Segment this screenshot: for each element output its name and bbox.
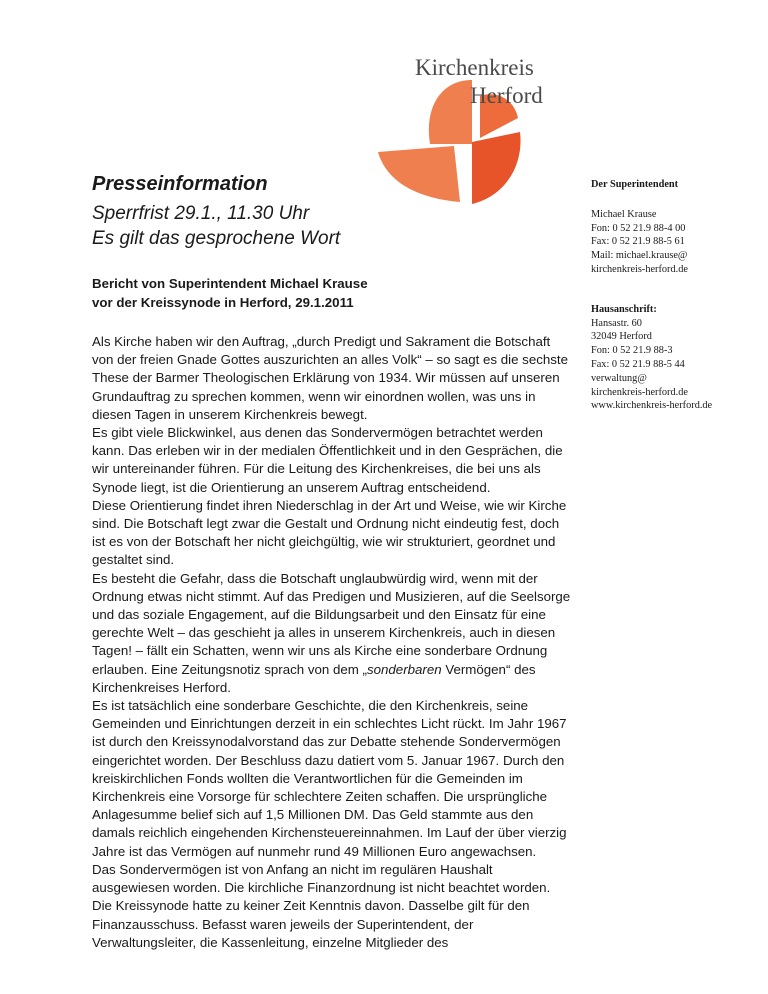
logo-segment-upper-left <box>429 80 472 144</box>
sidebar-role: Der Superintendent <box>591 179 679 190</box>
postal-address <box>591 303 761 413</box>
website-link[interactable]: www.kirchenkreis-herford.de <box>591 400 713 412</box>
address-fax: Fax: 0 52 21.9 88-5 44 <box>591 358 685 370</box>
embargo-line-1: Sperrfrist 29.1., 11.30 Uhr <box>92 203 310 224</box>
contact-mail-line-1[interactable]: Mail: michael.krause@ <box>591 250 688 262</box>
address-street: Hansastr. 60 <box>591 317 642 329</box>
press-title: Presseinformation <box>92 173 268 195</box>
logo-text-line1: Kirchenkreis <box>415 55 534 80</box>
contact-mail-line-2[interactable]: kirchenkreis-herford.de <box>591 263 688 275</box>
report-heading-line-2: vor der Kreissynode in Herford, 29.1.2011 <box>92 295 354 310</box>
contact-fax: Fax: 0 52 21.9 88-5 61 <box>591 236 685 248</box>
address-label: Hausanschrift: <box>591 303 657 315</box>
paragraph-4-emphasis: sonderbaren <box>366 661 442 677</box>
embargo-line-2: Es gilt das gesprochene Wort <box>92 228 341 249</box>
superintendent-contact <box>591 208 761 277</box>
address-phone: Fon: 0 52 21.9 88-3 <box>591 345 673 357</box>
contact-phone: Fon: 0 52 21.9 88-4 00 <box>591 222 686 234</box>
report-body <box>92 333 572 952</box>
contact-name: Michael Krause <box>591 208 657 220</box>
paragraph-6: Das Sondervermögen ist von Anfang an nicht im regulären Haushalt ausgewiesen worden. Die kirchliche Finanzordnung ist nicht beachtet worden. Die Kreissynode hatte zu keiner Zeit Kenntnis davon. Dasselbe gilt für den Finanzausschuss. Befasst waren jeweils der Superintendent, der Verwaltungsleiter, die Kassenleitung, einzelne Mitglieder des <box>92 861 551 950</box>
paragraph-1: Als Kirche haben wir den Auftrag, „durch Predigt und Sakrament die Botschaft von der freien Gnade Gottes auszurichten an alles Volk“ – so sagt es die sechste These der Barmer Theologischen Erklärung von 1934. Wir müssen auf unseren Grundauftrag zu sprechen kommen, wenn wir einordnen wollen, was uns in diesen Tagen in unserem Kirchenkreis bewegt. <box>92 334 569 422</box>
address-email-line-1[interactable]: verwaltung@ <box>591 372 647 384</box>
report-heading-line-1: Bericht von Superintendent Michael Krause <box>92 276 368 291</box>
address-email-line-2[interactable]: kirchenkreis-herford.de <box>591 386 688 398</box>
paragraph-5: Es ist tatsächlich eine sonderbare Geschichte, die den Kirchenkreis, seine Gemeinden und Einrichtungen derzeit in ein schlechtes Licht rückt. Im Jahr 1967 ist durch den Kreissynodalvorstand das zur Debatte stehende Sondervermögen eingerichtet worden. Der Beschluss dazu datiert vom 5. Januar 1967. Durch den kreiskirchlichen Fonds wollten die Verantwortlichen für die Gemeinden im Kirchenkreis eine Vorsorge für schlechtere Zeiten schaffen. Die ursprüngliche Anlagesumme belief sich auf 1,5 Millionen DM. Das Geld stammte aus den damals reichlich eingehenden Kirchensteuereinnahmen. Im Lauf der über vierzig Jahre ist das Vermögen auf nunmehr rund 49 Millionen Euro angewachsen. <box>92 698 567 859</box>
paragraph-4 <box>92 570 572 697</box>
paragraph-4-text-b: Vermögen“ des Kirchenkreises Herford. <box>92 661 536 695</box>
logo-text-line2: Herford <box>470 83 543 108</box>
embargo-notice <box>92 201 572 251</box>
main-content <box>92 172 572 952</box>
paragraph-2: Es gibt viele Blickwinkel, aus denen das Sondervermögen betrachtet werden kann. Das erleben wir in der medialen Öffentlichkeit und in den Gesprächen, die wir untereinander führen. Für die Leitung des Kirchenkreises, die bei uns als Synode liegt, ist die Orientierung an unserem Auftrag entscheidend. <box>92 425 563 495</box>
paragraph-3: Diese Orientierung findet ihren Niederschlag in der Art und Weise, wie wir Kirche sind. Die Botschaft legt zwar die Gestalt und Ordnung nicht eindeutig fest, doch ist es von der Botschaft her nicht gleichgültig, wie wir strukturiert, geordnet und gestaltet sind. <box>92 497 567 568</box>
report-heading <box>92 274 572 312</box>
address-city: 32049 Herford <box>591 331 652 343</box>
paragraph-4-text-a: Es besteht die Gefahr, dass die Botschaft unglaubwürdig wird, wenn mit der Ordnung etwas nicht stimmt. Auf das Predigen und Musizieren, auf die Seelsorge und das soziale Engagement, auf die Bildungsarbeit und den Einsatz für eine gerechte Welt – das geschieht ja alles in unserem Kirchenkreis, auch in diesen Tagen! – fällt ein Schatten, wenn wir uns als Kirche eine sonderbare Ordnung erlauben. Eine Zeitungsnotiz sprach von dem „ <box>92 570 571 677</box>
contact-sidebar <box>591 178 761 413</box>
